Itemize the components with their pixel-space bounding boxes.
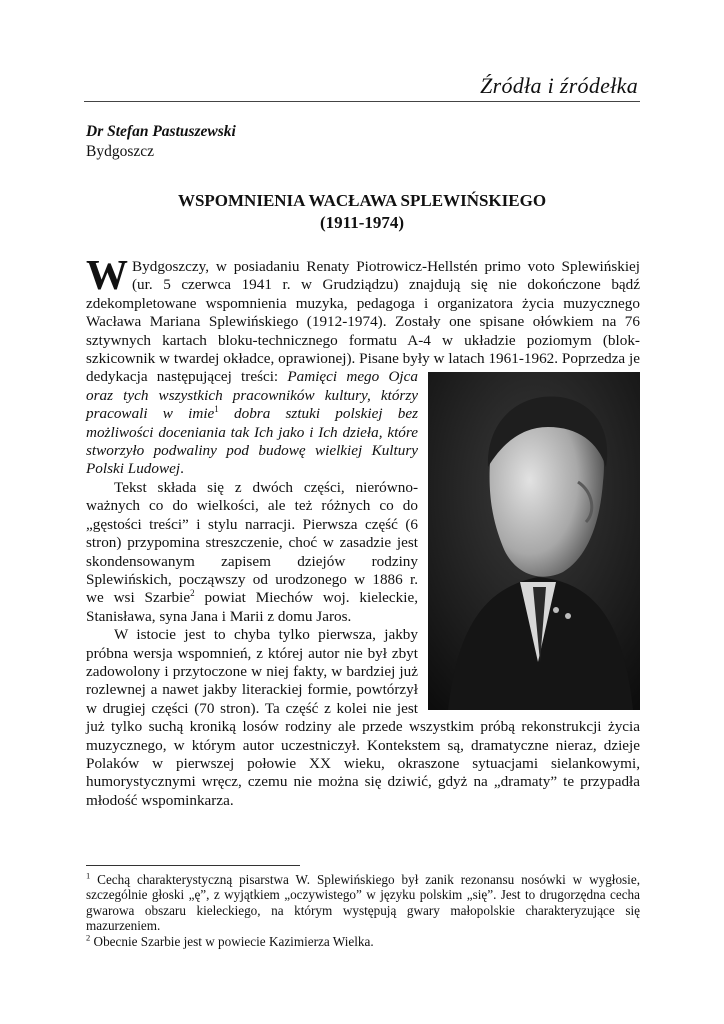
portrait-photo bbox=[428, 372, 640, 710]
footnote-2-text: Obecnie Szarbie jest w powiecie Kazimierza Wielka. bbox=[90, 933, 374, 949]
footnote-2 bbox=[86, 934, 640, 949]
paragraph-1-end: . bbox=[180, 460, 184, 478]
footnote-ref-1[interactable]: 1 bbox=[214, 404, 219, 415]
author-city: Bydgoszcz bbox=[86, 143, 155, 160]
paragraph-2-text-cont: powiat Miechów woj. kieleckie, Stanisława, syna Jana i Marii z domu Jaros. bbox=[86, 589, 418, 625]
drop-cap: W bbox=[86, 253, 128, 299]
paragraph-1-text: Bydgoszczy, w posiadaniu Renaty Piotrowicz-Hellstén primo voto Splewińskiej (ur. 5 czerwca 1941 r. w Grudziądzu) znajdują się nie dokończone bądź zdekompletowane wspomnienia muzyka, pedagoga i organizatora życia muzycznego Wacława Mariana Splewińskiego (1912-1974). Zostały one spisane ołówkiem na 76 sztywnych kartach bloku-technicznego formatu A-4 w układzie poziomym (blok-szkicownik w twardej okładce, oprawionej). Pisane były w latach 1961-1962. Poprzedza je dedykacja następującej treści: bbox=[86, 258, 640, 386]
paragraph-3: W istocie jest to chyba tylko pierwsza, jakby próbna wersja wspomnień, z której autor nie był zbyt zadowolony i przytoczone w niej fakty, w bardziej już rozlewnej a nawet jakby literackiej formie, powtórzył w drugiej części (70 stron). Ta część z kolei nie jest już tylko suchą kroniką losów rodziny ale przede wszystkim próbą rekonstrukcji życia muzycznego, w którym autor uczestniczył. Kontekstem są, dramatyczne nieraz, dzieje Polaków w pierwszej połowie XX wieku, okraszone sytuacjami sielankowymi, humorystycznymi wręcz, czemu nie można się dziwić, gdyż na „dramaty” te przypadła młodość wspominkarza. bbox=[86, 626, 640, 809]
dedication-text: Pamięci mego Ojca oraz tych wszystkich pracowników kultury, którzy pracowali w imie bbox=[86, 368, 418, 423]
footnotes bbox=[86, 872, 640, 949]
footnote-ref-2[interactable]: 2 bbox=[190, 588, 195, 599]
footnote-1 bbox=[86, 872, 640, 934]
title-line-2: (1911-1974) bbox=[319, 213, 405, 232]
footnote-rule bbox=[86, 865, 300, 866]
footnote-2-mark: 2 bbox=[86, 932, 91, 943]
header-rule bbox=[84, 101, 640, 102]
paragraph-2-text: Tekst składa się z dwóch części, nierównoważnych co do wielkości, ale też różnych co do „gęstości treści” i stylu narracji. Pierwsza część (6 stron) przypomina streszczenie, choć w zasadzie jest skondensowanym zapisem dziejów rodziny Splewińskich, począwszy od urodzonego w 1886 r. we wsi Szarbie bbox=[86, 478, 418, 607]
paragraph-1 bbox=[86, 253, 640, 479]
title-line-1: WSPOMNIENIA WACŁAWA SPLEWIŃSKIEGO bbox=[177, 191, 547, 210]
footnote-1-text: Cechą charakterystyczną pisarstwa W. Splewińskiego był zanik rezonansu nosówki w wygłosie, szczególnie głoski „ę”, z wyjątkiem „oczywistego” w języku polskim „się”. Jest to drugorzędna cecha gwarowa obszaru kieleckiego, na którym występują gwary małopolskie charakteryzujące się mazurzeniem. bbox=[86, 872, 640, 934]
author-block bbox=[86, 122, 236, 162]
author-name: Dr Stefan Pastuszewski bbox=[86, 123, 236, 140]
running-title: Źródła i źródełka bbox=[480, 73, 638, 98]
article-title bbox=[84, 190, 640, 234]
article-body bbox=[86, 253, 640, 810]
footnote-1-mark: 1 bbox=[86, 870, 91, 881]
dedication-text-cont: dobra sztuki polskiej bez możliwości doceniania tak Ich jako i Ich dzieła, które stworzyło podwaliny pod budowę wielkiej Kultury Polski Ludowej bbox=[86, 405, 418, 478]
portrait-photo-image bbox=[428, 372, 640, 710]
